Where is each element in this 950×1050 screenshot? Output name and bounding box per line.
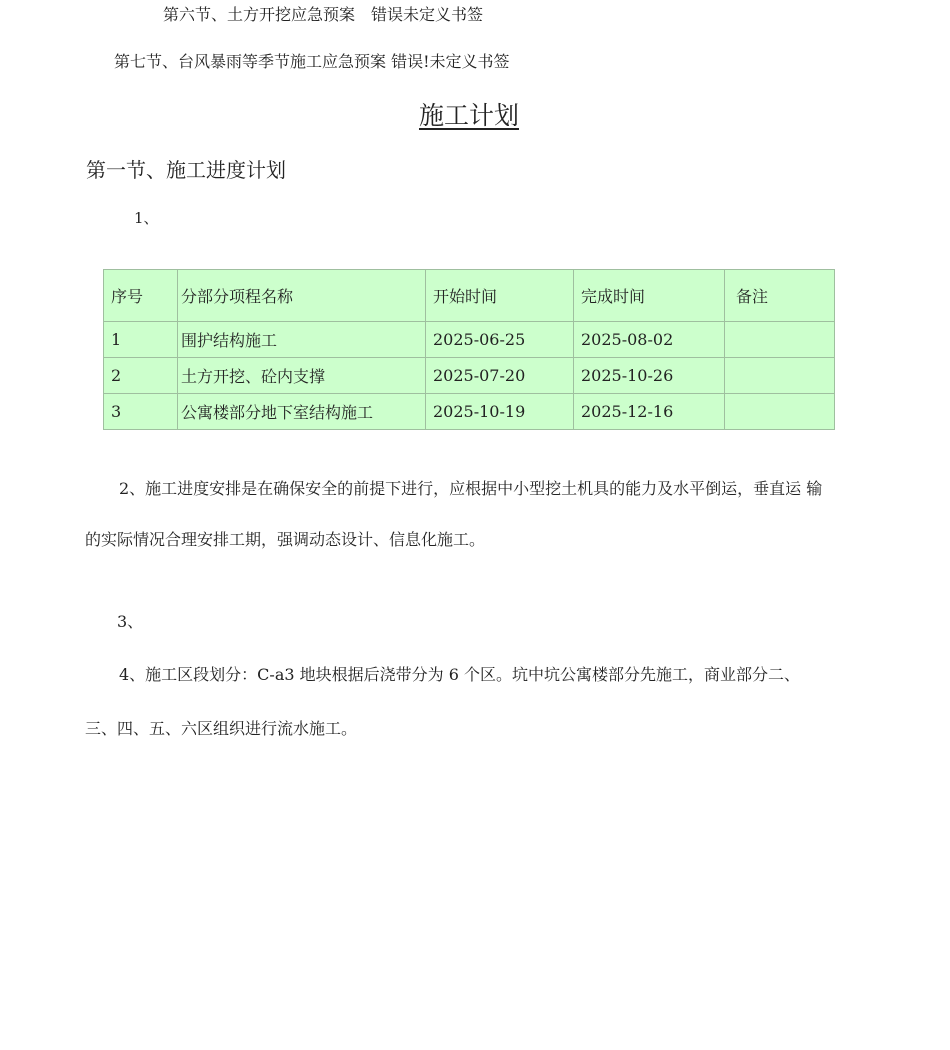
- header-cell-start: 开始时间: [426, 270, 574, 322]
- cell-no: 1: [104, 322, 178, 358]
- cell-start: 2025-10-19: [426, 394, 574, 430]
- paragraph-2-line-2: 的实际情况合理安排工期，强调动态设计、信息化施工。: [85, 530, 486, 549]
- header-cell-no: 序号: [104, 270, 178, 322]
- paragraph-4-line-1: 4、施工区段划分：C-a3 地块根据后浇带分为 6 个区。坑中坑公寓楼部分先施工，商业部分二、: [119, 665, 800, 684]
- list-item-3: 3、: [117, 612, 144, 631]
- section-heading: 第一节、施工进度计划: [86, 158, 286, 182]
- document-title: 施工计划: [418, 101, 519, 130]
- header-cell-name: 分部分项程名称: [178, 270, 426, 322]
- toc-entry-section-7[interactable]: 第七节、台风暴雨等季节施工应急预案 错误!未定义书签: [114, 52, 510, 71]
- toc-entry-section-6[interactable]: 第六节、土方开挖应急预案 错误未定义书签: [163, 5, 484, 24]
- cell-name: 围护结构施工: [178, 322, 426, 358]
- cell-remark: [725, 322, 835, 358]
- list-item-1: 1、: [134, 209, 159, 227]
- table-row: [104, 394, 835, 430]
- cell-start: 2025-07-20: [426, 358, 574, 394]
- schedule-table: [103, 269, 835, 430]
- cell-no: 2: [104, 358, 178, 394]
- cell-start: 2025-06-25: [426, 322, 574, 358]
- header-cell-end: 完成时间: [574, 270, 725, 322]
- cell-name: 土方开挖、砼内支撑: [178, 358, 426, 394]
- table-row: [104, 358, 835, 394]
- table-header-row: [104, 270, 835, 322]
- paragraph-4-line-2: 三、四、五、六区组织进行流水施工。: [85, 719, 358, 738]
- cell-no: 3: [104, 394, 178, 430]
- cell-remark: [725, 358, 835, 394]
- paragraph-2-line-1: 2、施工进度安排是在确保安全的前提下进行，应根据中小型挖土机具的能力及水平倒运，垂直运 输: [119, 479, 823, 498]
- cell-end: 2025-10-26: [574, 358, 725, 394]
- cell-remark: [725, 394, 835, 430]
- header-cell-remark: 备注: [725, 270, 835, 322]
- cell-end: 2025-08-02: [574, 322, 725, 358]
- cell-name: 公寓楼部分地下室结构施工: [178, 394, 426, 430]
- table-row: [104, 322, 835, 358]
- cell-end: 2025-12-16: [574, 394, 725, 430]
